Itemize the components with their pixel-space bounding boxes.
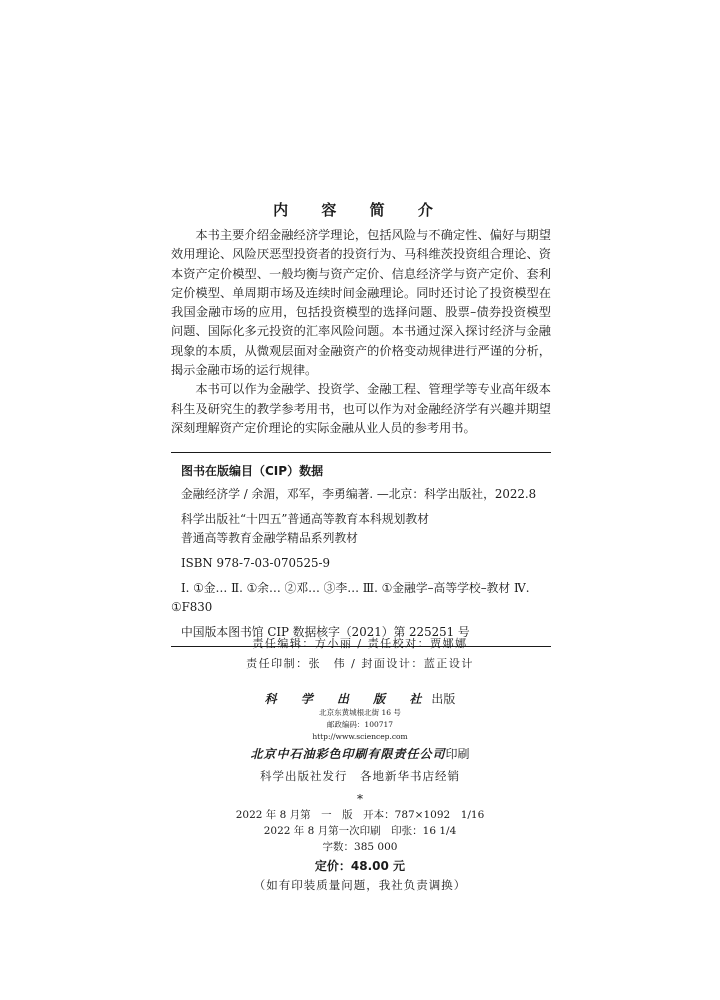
divider xyxy=(171,452,551,453)
page-title: 内 容 简 介 xyxy=(273,201,447,219)
publisher-url: http://www.sciencep.com xyxy=(312,732,408,741)
publisher-name-suffix: 出版 xyxy=(431,692,456,706)
cip-series: 普通高等教育金融学精品系列教材 xyxy=(181,531,358,545)
word-count: 字数：385 000 xyxy=(322,841,398,853)
price: 定价：48.00 元 xyxy=(314,859,406,873)
intro-paragraph: 本书可以作为金融学、投资学、金融工程、管理学等专业高年级本科生及研究生的教学参考用书，也可以作为对金融经济学有兴趣并期望深刻理解资产定价理论的实际金融从业人员的参考用书。 xyxy=(171,382,551,435)
separator-star: * xyxy=(357,792,363,806)
publisher-name-line xyxy=(0,690,720,707)
quality-notice: （如有印装质量问题，我社负责调换） xyxy=(253,878,467,892)
printer-name: 北京中石油彩色印刷有限责任公司 xyxy=(250,747,446,761)
cip-series: 科学出版社“十四五”普通高等教育本科规划教材 xyxy=(181,512,430,526)
cip-record: 中国版本图书馆 CIP 数据核字（2021）第 225251 号 xyxy=(181,625,470,639)
publisher-postcode: 邮政编码：100717 xyxy=(326,720,394,729)
cip-block xyxy=(171,452,551,647)
credits-editors: 责任编辑：方小丽 / 责任校对：贾娜娜 xyxy=(252,637,468,650)
credits xyxy=(0,634,720,674)
printer-line xyxy=(0,745,720,762)
introduction xyxy=(171,226,551,438)
cip-heading: 图书在版编目（CIP）数据 xyxy=(181,464,324,478)
credits-production: 责任印制：张 伟 / 封面设计：蓝正设计 xyxy=(246,657,474,670)
publisher-address: 北京东黄城根北街 16 号 xyxy=(319,708,401,717)
cip-isbn: ISBN 978-7-03-070525-9 xyxy=(181,556,330,570)
printing-line: 2022 年 8 月第一次印刷 印张：16 1/4 xyxy=(263,825,457,837)
printer-suffix: 印刷 xyxy=(445,747,470,761)
intro-paragraph: 本书主要介绍金融经济学理论，包括风险与不确定性、偏好与期望效用理论、风险厌恶型投资者的投资行为、马科维茨投资组合理论、资本资产定价模型、一般均衡与资产定价、信息经济学与资产定价、套利定价模型、单周期市场及连续时间金融理论。同时还讨论了投资模型在我国金融市场的应用，包括投资模型的选择问题、股票–债券投资模型问题、国际化多元投资的汇率风险问题。本书通过深入探讨经济与金融现象的本质，从微观层面对金融资产的价格变动规律进行严谨的分析，揭示金融市场的运行规律。 xyxy=(171,228,551,378)
cip-classification: Ⅰ. ①金… Ⅱ. ①余… ②邓… ③李… Ⅲ. ①金融学–高等学校–教材 Ⅳ. ①F830 xyxy=(171,581,530,614)
publisher-name: 科 学 出 版 社 xyxy=(264,692,432,706)
edition-line: 2022 年 8 月第 一 版 开本：787×1092 1/16 xyxy=(235,809,485,821)
cip-author-line: 金融经济学 / 余湄，邓军，李勇编著. —北京：科学出版社，2022.8 xyxy=(181,487,537,501)
distribution: 科学出版社发行 各地新华书店经销 xyxy=(260,769,460,783)
publisher-info xyxy=(0,690,720,893)
